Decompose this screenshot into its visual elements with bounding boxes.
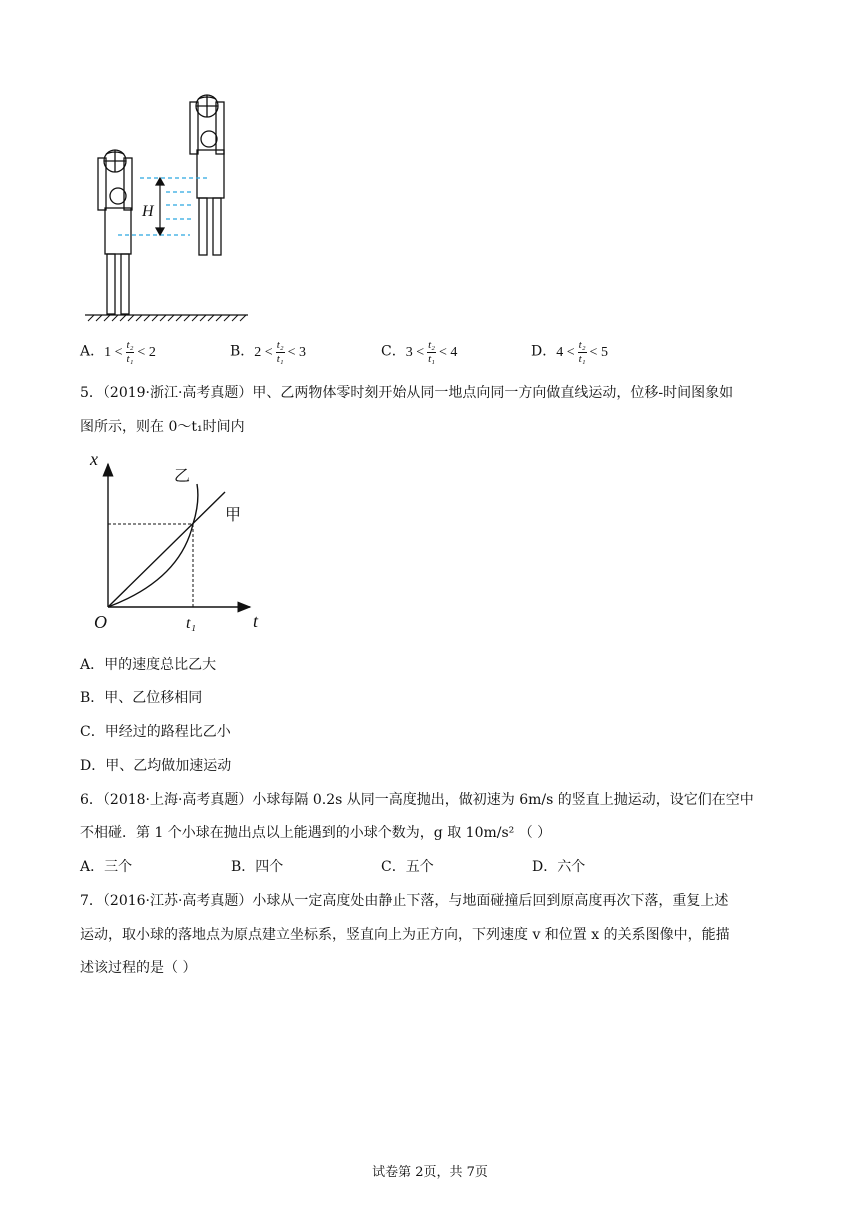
q5-option-d[interactable]: D．甲、乙均做加速运动 [80, 758, 232, 774]
q6-option-d[interactable]: D．六个 [532, 859, 586, 875]
h-label: H [142, 203, 154, 220]
x-axis-label: x [90, 450, 98, 469]
t1-label: t₁ [186, 615, 197, 632]
q4-option-c[interactable]: C．3 < $\frac{\text{t₂}}{\text{t₁}}$ < 4 [381, 339, 458, 365]
q7-stem-line1: 7．（2016·江苏·高考真题）小球从一定高度处由静止下落，与地面碰撞后回到原高度再次下落，重复上述 [80, 893, 729, 909]
q7-stem-line2: 运动，取小球的落地点为原点建立坐标系，竖直向上为正方向，下列速度 v 和位置 x 的关系图像中，能描 [80, 927, 730, 943]
q6-stem-line1: 6．（2018·上海·高考真题）小球每隔 0.2s 从同一高度抛出，做初速为 6m/s 的竖直上抛运动，设它们在空中 [80, 792, 754, 808]
q4-option-a[interactable]: A．1 < $\frac{\text{t₂}}{\text{t₁}}$ < 2 [80, 339, 156, 365]
q6-option-b[interactable]: B．四个 [231, 859, 284, 875]
q5-stem-line2: 图所示，则在 0～t₁时间内 [80, 419, 245, 435]
origin-label: O [94, 612, 107, 632]
q6-option-c[interactable]: C．五个 [381, 859, 434, 875]
fraction: $\frac{\text{t₂}}{\text{t₁}}$ [578, 339, 586, 365]
xt-graph [85, 450, 270, 635]
curve-yi-label: 乙 [174, 466, 191, 485]
t-axis-label: t [253, 611, 259, 631]
q4-option-d[interactable]: D．4 < $\frac{\text{t₂}}{\text{t₁}}$ < 5 [531, 339, 608, 365]
q5-stem-line1: 5．（2019·浙江·高考真题）甲、乙两物体零时刻开始从同一地点向同一方向做直线运动，位移-时间图象如 [80, 385, 734, 401]
fraction: $\frac{\text{t₂}}{\text{t₁}}$ [428, 339, 436, 365]
q7-stem-line3: 述该过程的是（ ） [80, 960, 197, 976]
q4-option-b[interactable]: B．2 < $\frac{\text{t₂}}{\text{t₁}}$ < 3 [230, 339, 306, 365]
line-jia-label: 甲 [225, 505, 242, 524]
q5-option-a[interactable]: A．甲的速度总比乙大 [80, 657, 217, 673]
q5-option-b[interactable]: B．甲、乙位移相同 [80, 690, 203, 706]
q6-stem-line2: 不相碰．第 1 个小球在抛出点以上能遇到的小球个数为，g 取 10m/s² （ ） [80, 825, 552, 841]
fraction: $\frac{\text{t₂}}{\text{t₁}}$ [126, 339, 134, 365]
fraction: $\frac{\text{t₂}}{\text{t₁}}$ [276, 339, 284, 365]
q6-option-a[interactable]: A．三个 [80, 859, 133, 875]
page-footer: 试卷第 2页，共 7页 [372, 1165, 488, 1180]
jump-figure [80, 88, 255, 328]
q5-option-c[interactable]: C．甲经过的路程比乙小 [80, 724, 231, 740]
